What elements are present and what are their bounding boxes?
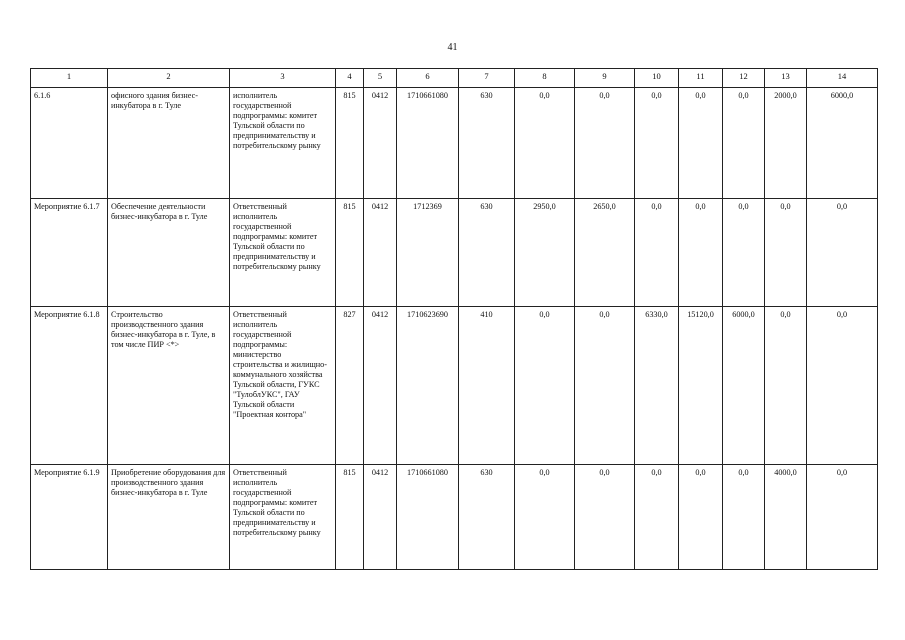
executor-cell: Ответственный исполнитель государственной подпрограммы: комитет Тульской области по предпринимательству и потребительскому рынку — [230, 465, 336, 570]
amount-cell: 6000,0 — [807, 88, 878, 199]
column-header: 2 — [108, 69, 230, 88]
amount-cell: 0,0 — [765, 199, 807, 307]
amount-cell: 0,0 — [575, 465, 635, 570]
amount-cell: 6000,0 — [723, 307, 765, 465]
amount-cell: 0,0 — [679, 88, 723, 199]
amount-cell: 2650,0 — [575, 199, 635, 307]
event-code-cell: Мероприятие 6.1.7 — [31, 199, 108, 307]
column-header: 9 — [575, 69, 635, 88]
code-cell: 0412 — [364, 199, 397, 307]
executor-cell: Ответственный исполнитель государственной подпрограммы: министерство строительства и жилищно-коммунального хозяйства Тульской области, ГУКС "ТулоблУКС", ГАУ Тульской области "Проектная контора" — [230, 307, 336, 465]
code-cell: 1710623690 — [397, 307, 459, 465]
amount-cell: 2950,0 — [515, 199, 575, 307]
code-cell: 815 — [336, 88, 364, 199]
code-cell: 410 — [459, 307, 515, 465]
amount-cell: 0,0 — [807, 465, 878, 570]
table-row — [31, 465, 878, 570]
amount-cell: 0,0 — [635, 199, 679, 307]
event-code-cell: Мероприятие 6.1.8 — [31, 307, 108, 465]
amount-cell: 0,0 — [575, 307, 635, 465]
column-header: 3 — [230, 69, 336, 88]
amount-cell: 0,0 — [723, 88, 765, 199]
table-row — [31, 88, 878, 199]
column-header: 12 — [723, 69, 765, 88]
column-header: 10 — [635, 69, 679, 88]
column-header: 4 — [336, 69, 364, 88]
code-cell: 1710661080 — [397, 88, 459, 199]
amount-cell: 0,0 — [635, 465, 679, 570]
header-row — [31, 69, 878, 88]
column-header: 14 — [807, 69, 878, 88]
column-header: 11 — [679, 69, 723, 88]
column-header: 8 — [515, 69, 575, 88]
column-header: 13 — [765, 69, 807, 88]
amount-cell: 0,0 — [515, 307, 575, 465]
table-row — [31, 199, 878, 307]
executor-cell: исполнитель государственной подпрограммы: комитет Тульской области по предпринимательству и потребительскому рынку — [230, 88, 336, 199]
code-cell: 815 — [336, 465, 364, 570]
code-cell: 0412 — [364, 88, 397, 199]
program-table — [30, 68, 878, 570]
table-row — [31, 307, 878, 465]
event-code-cell: Мероприятие 6.1.9 — [31, 465, 108, 570]
code-cell: 827 — [336, 307, 364, 465]
amount-cell: 0,0 — [679, 465, 723, 570]
amount-cell: 0,0 — [515, 465, 575, 570]
amount-cell: 0,0 — [807, 307, 878, 465]
amount-cell: 0,0 — [635, 88, 679, 199]
code-cell: 630 — [459, 88, 515, 199]
event-name-cell: офисного здания бизнес-инкубатора в г. Туле — [108, 88, 230, 199]
page-number: 41 — [447, 42, 458, 53]
event-code-cell: 6.1.6 — [31, 88, 108, 199]
amount-cell: 0,0 — [765, 307, 807, 465]
code-cell: 815 — [336, 199, 364, 307]
amount-cell: 0,0 — [807, 199, 878, 307]
amount-cell: 4000,0 — [765, 465, 807, 570]
amount-cell: 0,0 — [723, 465, 765, 570]
code-cell: 1710661080 — [397, 465, 459, 570]
event-name-cell: Приобретение оборудования для производственного здания бизнес-инкубатора в г. Туле — [108, 465, 230, 570]
amount-cell: 0,0 — [679, 199, 723, 307]
column-header: 7 — [459, 69, 515, 88]
code-cell: 1712369 — [397, 199, 459, 307]
column-header: 1 — [31, 69, 108, 88]
amount-cell: 2000,0 — [765, 88, 807, 199]
amount-cell: 0,0 — [575, 88, 635, 199]
amount-cell: 6330,0 — [635, 307, 679, 465]
event-name-cell: Обеспечение деятельности бизнес-инкубатора в г. Туле — [108, 199, 230, 307]
code-cell: 0412 — [364, 307, 397, 465]
column-header: 6 — [397, 69, 459, 88]
column-header: 5 — [364, 69, 397, 88]
code-cell: 0412 — [364, 465, 397, 570]
event-name-cell: Строительство производственного здания бизнес-инкубатора в г. Туле, в том числе ПИР <*> — [108, 307, 230, 465]
amount-cell: 0,0 — [515, 88, 575, 199]
amount-cell: 15120,0 — [679, 307, 723, 465]
code-cell: 630 — [459, 199, 515, 307]
amount-cell: 0,0 — [723, 199, 765, 307]
code-cell: 630 — [459, 465, 515, 570]
executor-cell: Ответственный исполнитель государственной подпрограммы: комитет Тульской области по предпринимательству и потребительскому рынку — [230, 199, 336, 307]
